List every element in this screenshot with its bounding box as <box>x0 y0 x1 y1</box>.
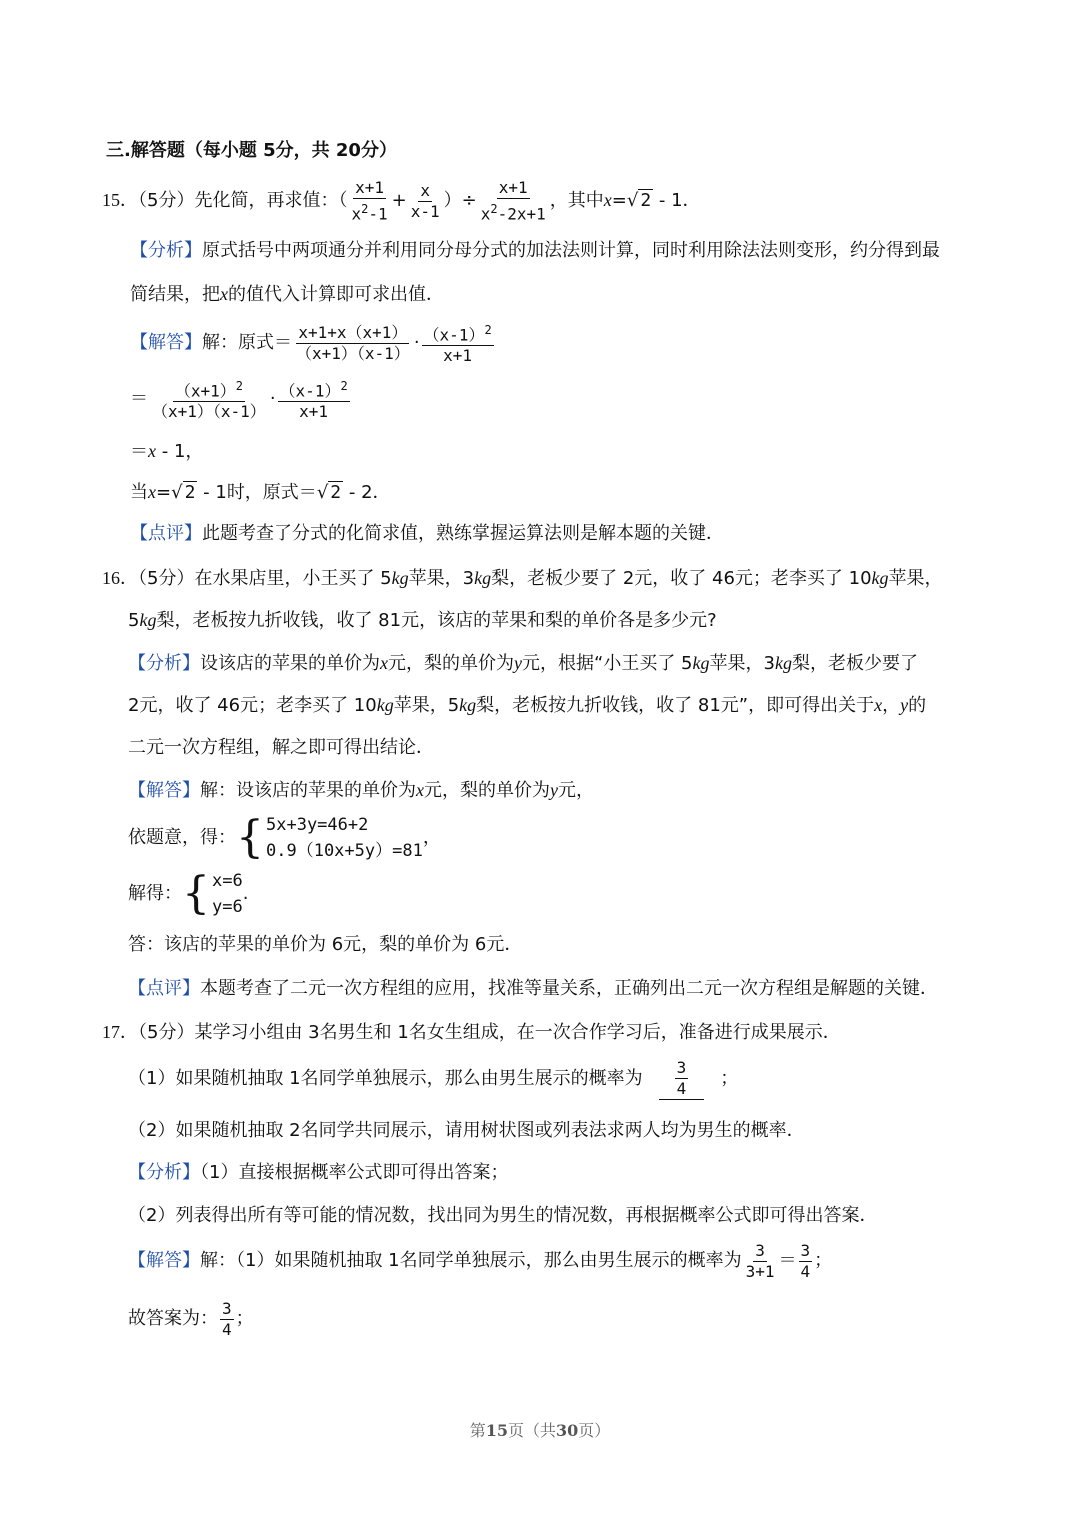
q16-answer: 答：该店的苹果的单价为 6元，梨的单价为 6元． <box>128 934 523 955</box>
q15-solution-evaluate: 当x=√ 2 - 1时，原式＝√ 2 - 2． <box>130 482 391 503</box>
q15-analysis-line1: 【分析】原式括号中两项通分并利用同分母分式的加法法则计算，同时利用除法法则变形，约分得到最 <box>130 240 940 261</box>
q15-analysis-line2: 简结果，把x的值代入计算即可求出值． <box>130 284 444 305</box>
sqrt-2: √ 2 <box>626 190 652 212</box>
q16-analysis-line2: 2元，收了 46元；老李买了 10kg苹果，5kg梨，老板按九折收钱，收了 81元”，即可得出关于x，y的 <box>128 695 927 716</box>
q15-stem: 15．（5分）先化简，再求值：（ $\frac{x+1}{x^2-1}$ + $\frac{x}{x-1}$ ）÷ $\frac{x+1}{x^2-2x+1}$ ，其中x=√ 2 - 1． <box>102 178 701 224</box>
q17-answer: 故答案为： $\frac{3}{4}$ ； <box>128 1298 254 1339</box>
q16-comment: 【点评】本题考查了二元一次方程组的应用，找准等量关系，正确列出二元一次方程组是解题的关键． <box>128 978 938 999</box>
q17-analysis-1: 【分析】（1）直接根据概率公式即可得出答案； <box>128 1162 509 1183</box>
q15-step1-fraction-a: $\frac{x+1+x(x+1)}{(x+1)(x-1)}$ <box>296 322 410 363</box>
q16-analysis-line1: 【分析】设该店的苹果的单价为x元，梨的单价为y元，根据“小王买了 5kg苹果，3kg梨，老板少要了 <box>128 653 918 674</box>
q16-solution-line1: 【解答】解：设该店的苹果的单价为x元，梨的单价为y元， <box>128 780 594 801</box>
q16-analysis-line3: 二元一次方程组，解之即可得出结论． <box>128 737 434 758</box>
section-title: 三.解答题（每小题 5分，共 20分） <box>106 140 397 161</box>
q15-step1-fraction-b: $\frac{(x-1)^2}{x+1}$ <box>422 320 494 366</box>
q15-step2-fraction-b: $\frac{(x-1)^2}{x+1}$ <box>278 376 350 422</box>
q16-stem-line1: 16．（5分）在水果店里，小王买了 5kg苹果，3kg梨，老板少要了 2元，收了 46元；老李买了 10kg苹果， <box>102 568 943 589</box>
q17-analysis-2: （2）列表得出所有等可能的情况数，找出同为男生的情况数，再根据概率公式即可得出答案． <box>128 1205 878 1226</box>
q17-part2: （2）如果随机抽取 2名同学共同展示，请用树状图或列表法求两人均为男生的概率． <box>128 1120 805 1141</box>
q16-solution-system: 解得： { x=6 y=6 . <box>128 868 249 919</box>
q15-solution-step1: 【解答】解：原式＝ $\frac{x+1+x(x+1)}{(x+1)(x-1)}$ · $\frac{(x-1)^2}{x+1}$ <box>130 320 496 366</box>
q15-fraction-2: $\frac{x}{x-1}$ <box>410 180 440 221</box>
page-footer: 第15页（共30页） <box>469 1421 611 1440</box>
left-brace-icon: { <box>236 812 264 863</box>
q16-stem-line2: 5kg梨，老板按九折收钱，收了 81元，该店的苹果和梨的单价各是多少元? <box>128 610 717 631</box>
q15-solution-result: ＝x - 1， <box>130 441 204 462</box>
left-brace-icon: { <box>182 868 210 919</box>
q17-part1-answer-blank: $\frac{3}{4}$ <box>659 1058 705 1100</box>
q15-solution-step2: ＝ $\frac{(x+1)^2}{(x+1)(x-1)}$ · $\frac{(x-1)^2}{x+1}$ <box>130 376 352 422</box>
q17-part1: （1）如果随机抽取 1名同学单独展示，那么由男生展示的概率为 $\frac{3}{4}$ ； <box>128 1058 739 1098</box>
q17-solution-1: 【解答】解：（1）如果随机抽取 1名同学单独展示，那么由男生展示的概率为 $\frac{3}{3+1}$ ＝ $\frac{3}{4}$ ； <box>128 1240 833 1281</box>
q15-fraction-1: $\frac{x+1}{x^2-1}$ <box>351 178 388 224</box>
q15-comment: 【点评】此题考查了分式的化简求值，熟练掌握运算法则是解本题的关键． <box>130 523 724 544</box>
q15-step2-fraction-a: $\frac{(x+1)^2}{(x+1)(x-1)}$ <box>150 376 268 422</box>
q15-fraction-3: $\frac{x+1}{x^2-2x+1}$ <box>480 178 546 224</box>
q16-equation-system: 依题意，得： { 5x+3y=46+2 0.9（10x+5y）=81 ， <box>128 812 441 863</box>
q17-stem: 17．（5分）某学习小组由 3名男生和 1名女生组成，在一次合作学习后，准备进行成果展示． <box>102 1022 841 1043</box>
